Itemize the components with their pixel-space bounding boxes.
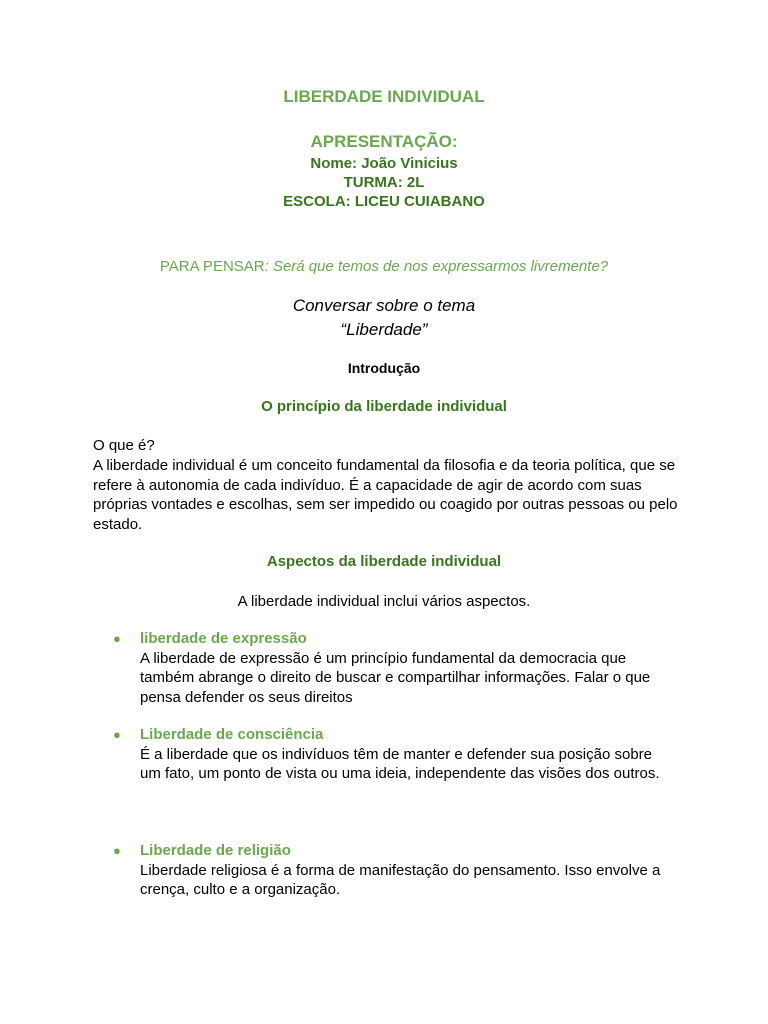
introduction-heading: Introdução [347, 360, 421, 376]
document-title: LIBERDADE INDIVIDUAL [283, 87, 485, 106]
school-label: ESCOLA: LICEU CUIABANO [283, 193, 485, 210]
aspects-intro: A liberdade individual inclui vários aspectos. [237, 593, 531, 610]
principle-heading: O princípio da liberdade individual [261, 398, 507, 415]
class-label: TURMA: 2L [343, 174, 425, 191]
conversar-line-1: Conversar sobre o tema [292, 296, 476, 315]
list-item-title: liberdade de expressão [140, 630, 307, 647]
list-item-title: Liberdade de religião [140, 842, 291, 859]
question-label: O que é? [93, 437, 155, 454]
aspects-heading: Aspectos da liberdade individual [266, 553, 502, 570]
list-item-body: A liberdade de expressão é um princípio fundamental da democracia que também abrange o direito de buscar e compartilhar informações. Falar o que pensa defender os seus direitos [140, 649, 651, 706]
para-pensar-label: PARA PENSAR [159, 258, 265, 275]
list-item-body: Liberdade religiosa é a forma de manifestação do pensamento. Isso envolve a crença, culto e a organização. [140, 861, 661, 898]
bullet-icon: ● [113, 727, 121, 742]
list-item-title: Liberdade de consciência [140, 726, 324, 743]
conversar-line-2: “Liberdade” [340, 320, 428, 339]
student-name: Nome: João Vinicius [310, 155, 458, 172]
bullet-icon: ● [113, 631, 121, 646]
para-pensar-line [0, 258, 768, 275]
presentation-heading: APRESENTAÇÃO: [310, 132, 458, 151]
list-item-body: É a liberdade que os indivíduos têm de manter e defender sua posição sobre um fato, um ponto de vista ou uma ideia, independente das visões dos outros. [140, 745, 660, 782]
bullet-icon: ● [113, 843, 121, 858]
para-pensar-question: : Será que temos de nos expressarmos livremente? [264, 258, 609, 275]
definition-paragraph: A liberdade individual é um conceito fundamental da filosofia e da teoria política, que se refere à autonomia de cada indivíduo. É a capacidade de agir de acordo com suas próprias vontades e escolhas, sem ser impedido ou coagido por outras pessoas ou pelo estado. [93, 457, 678, 533]
